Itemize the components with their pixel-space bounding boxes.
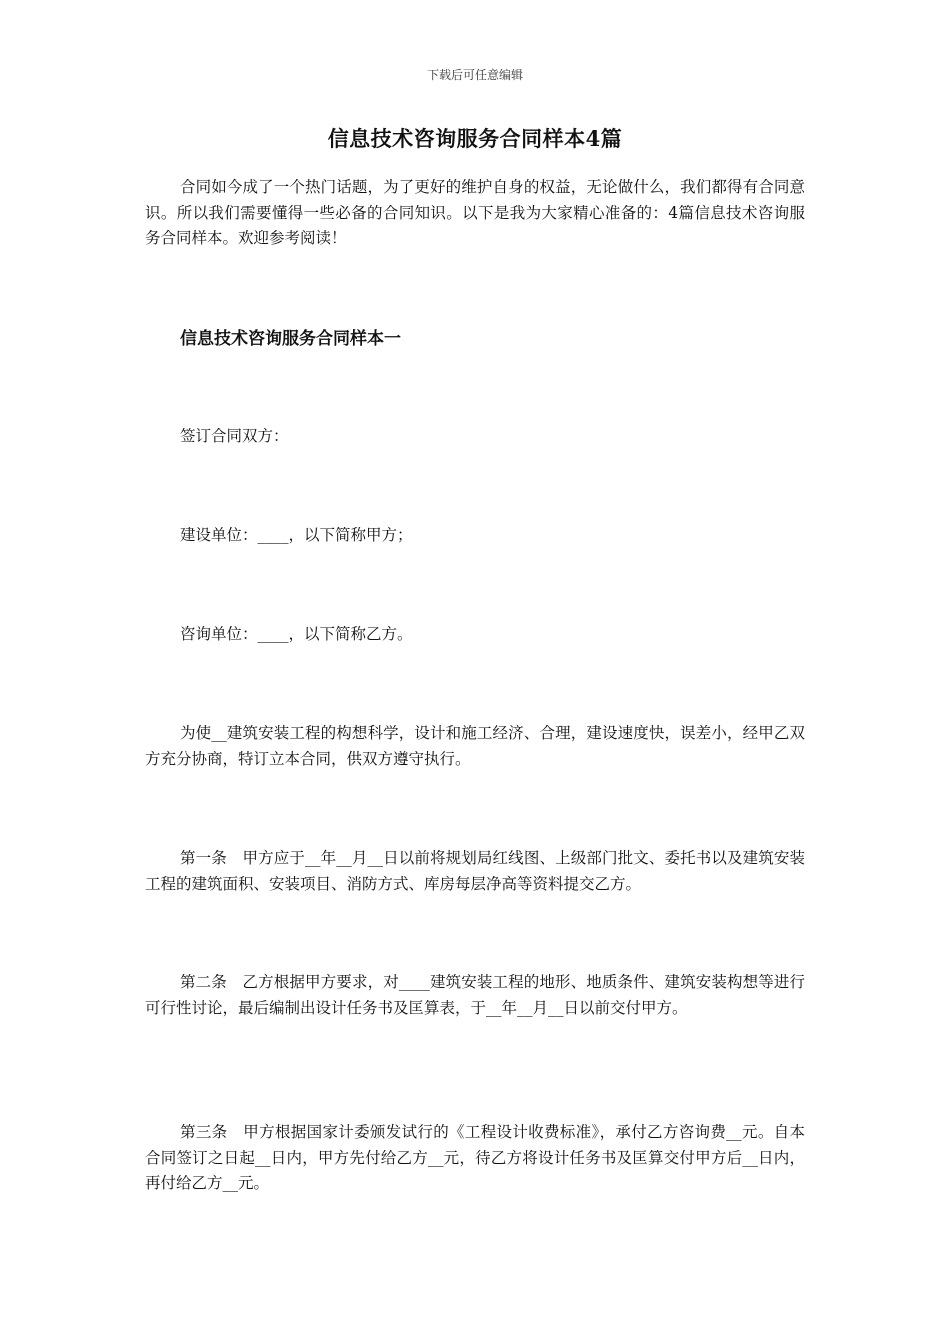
document-title: 信息技术咨询服务合同样本4篇 [327, 126, 623, 151]
article-3: 第三条 甲方根据国家计委颁发试行的《工程设计收费标准》，承付乙方咨询费__元。自本合同签订之日起__日内，甲方先付给乙方__元，待乙方将设计任务书及匡算交付甲方后__日内，再付给乙方__元。 [145, 1123, 805, 1192]
purpose-paragraph: 为使__建筑安装工程的构想科学，设计和施工经济、合理，建设速度快，误差小，经甲乙双方充分协商，特订立本合同，供双方遵守执行。 [145, 724, 805, 768]
intro-paragraph: 合同如今成了一个热门话题，为了更好的维护自身的权益，无论做什么，我们都得有合同意识。所以我们需要懂得一些必备的合同知识。以下是我为大家精心准备的：4篇信息技术咨询服务合同样本。欢迎参考阅读！ [145, 178, 805, 247]
article-2: 第二条 乙方根据甲方要求，对____建筑安装工程的地形、地质条件、建筑安装构想等进行可行性讨论，最后编制出设计任务书及匡算表，于__年__月__日以前交付甲方。 [145, 973, 805, 1017]
parties-label: 签订合同双方： [180, 427, 289, 445]
header-note: 下载后可任意编辑 [426, 68, 523, 82]
party-b-line: 咨询单位：____，以下简称乙方。 [180, 625, 413, 643]
party-a-line: 建设单位：____，以下简称甲方； [180, 526, 413, 544]
article-1: 第一条 甲方应于__年__月__日以前将规划局红线图、上级部门批文、委托书以及建筑安装工程的建筑面积、安装项目、消防方式、库房每层净高等资料提交乙方。 [145, 849, 805, 893]
section-heading: 信息技术咨询服务合同样本一 [180, 329, 401, 349]
